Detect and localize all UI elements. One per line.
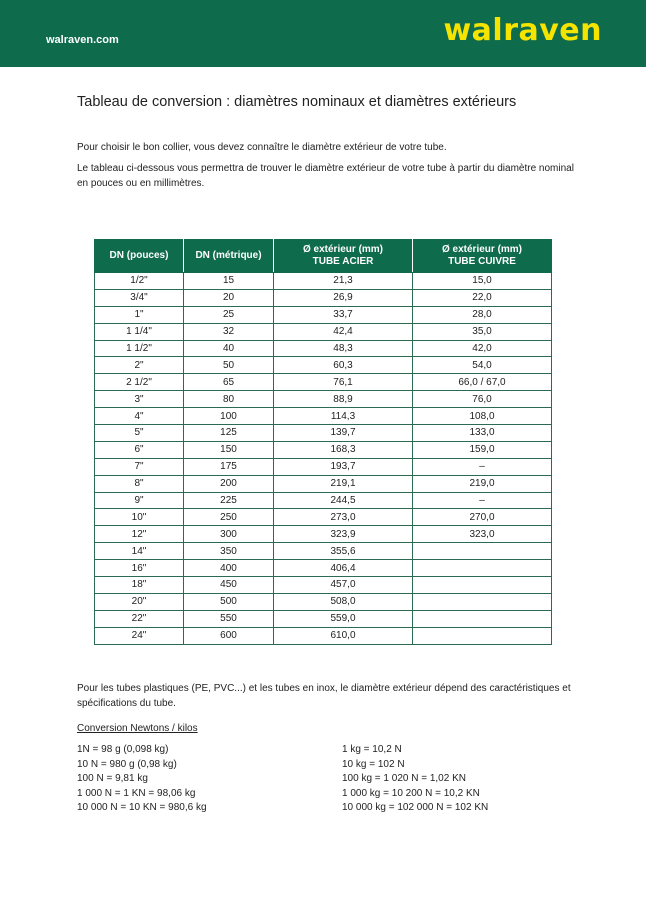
table-cell: 450 xyxy=(184,577,274,594)
table-row xyxy=(95,543,552,560)
table-cell: 18" xyxy=(95,577,184,594)
table-cell: 200 xyxy=(184,475,274,492)
table-row xyxy=(95,306,552,323)
table-cell: 1/2" xyxy=(95,273,184,290)
table-cell: 24" xyxy=(95,627,184,644)
table-row xyxy=(95,273,552,290)
table-cell: 6" xyxy=(95,441,184,458)
table-cell: 80 xyxy=(184,391,274,408)
plastic-tube-note: Pour les tubes plastiques (PE, PVC...) et les tubes en inox, le diamètre extérieur dépend des caractéristiques et spécifications du tube. xyxy=(77,683,571,709)
table-cell: 66,0 / 67,0 xyxy=(413,374,552,391)
table-cell: 42,4 xyxy=(274,323,413,340)
table-cell: 1" xyxy=(95,306,184,323)
table-cell: 508,0 xyxy=(274,593,413,610)
table-cell xyxy=(413,627,552,644)
table-cell: 42,0 xyxy=(413,340,552,357)
table-row xyxy=(95,509,552,526)
table-cell: 350 xyxy=(184,543,274,560)
table-row xyxy=(95,289,552,306)
table-cell: 14" xyxy=(95,543,184,560)
table-cell: 400 xyxy=(184,560,274,577)
table-row xyxy=(95,593,552,610)
table-cell: 33,7 xyxy=(274,306,413,323)
conversion-kilos-column xyxy=(342,743,488,816)
table-cell: 22" xyxy=(95,610,184,627)
conversion-title: Conversion Newtons / kilos xyxy=(77,723,198,734)
table-cell: 323,9 xyxy=(274,526,413,543)
table-body xyxy=(95,273,552,645)
table-cell: 48,3 xyxy=(274,340,413,357)
table-cell xyxy=(413,610,552,627)
conversion-line: 10 kg = 102 N xyxy=(342,758,405,770)
table-cell xyxy=(413,593,552,610)
table-row xyxy=(95,526,552,543)
table-cell: 168,3 xyxy=(274,441,413,458)
site-url[interactable]: walraven.com xyxy=(46,34,119,46)
table-cell: 1 1/4" xyxy=(95,323,184,340)
table-cell: – xyxy=(413,492,552,509)
table-cell: 219,1 xyxy=(274,475,413,492)
conversion-line: 10 000 N = 10 KN = 980,6 kg xyxy=(77,802,207,814)
header-label: DN (pouces) xyxy=(109,250,169,261)
table-cell: 20 xyxy=(184,289,274,306)
header-copper-od xyxy=(413,240,552,273)
brand-logo: walraven xyxy=(443,13,602,48)
header-bar xyxy=(0,0,646,67)
table-cell: 125 xyxy=(184,425,274,442)
table-row xyxy=(95,492,552,509)
conversion-line: 100 N = 9,81 kg xyxy=(77,773,148,785)
table-cell: 250 xyxy=(184,509,274,526)
table-cell: 3" xyxy=(95,391,184,408)
table-row xyxy=(95,475,552,492)
conversion-table xyxy=(94,239,552,645)
table-cell: 193,7 xyxy=(274,458,413,475)
conversion-line: 10 N = 980 g (0,98 kg) xyxy=(77,758,177,770)
table-cell: 2" xyxy=(95,357,184,374)
table-row xyxy=(95,458,552,475)
table-cell: 559,0 xyxy=(274,610,413,627)
table-cell: 7" xyxy=(95,458,184,475)
header-dn-inches xyxy=(95,240,184,273)
table-cell: 270,0 xyxy=(413,509,552,526)
table-cell: 300 xyxy=(184,526,274,543)
table-row xyxy=(95,357,552,374)
table-cell: 114,3 xyxy=(274,408,413,425)
conversion-line: 10 000 kg = 102 000 N = 102 KN xyxy=(342,802,489,814)
table-cell: 159,0 xyxy=(413,441,552,458)
table-cell: 60,3 xyxy=(274,357,413,374)
table-row xyxy=(95,340,552,357)
table-cell: 12" xyxy=(95,526,184,543)
table-cell: 54,0 xyxy=(413,357,552,374)
table-cell xyxy=(413,560,552,577)
table-cell: 15,0 xyxy=(413,273,552,290)
page-title: Tableau de conversion : diamètres nominaux et diamètres extérieurs xyxy=(77,94,517,110)
table-cell: 22,0 xyxy=(413,289,552,306)
table-cell: 40 xyxy=(184,340,274,357)
table-cell: 406,4 xyxy=(274,560,413,577)
table-cell: 150 xyxy=(184,441,274,458)
table-cell: 550 xyxy=(184,610,274,627)
conversion-line: 1 000 kg = 10 200 N = 10,2 KN xyxy=(342,787,480,799)
conversion-line: 1 000 N = 1 KN = 98,06 kg xyxy=(77,787,196,799)
table-cell: 1 1/2" xyxy=(95,340,184,357)
table-cell: 2 1/2" xyxy=(95,374,184,391)
table-cell: 8" xyxy=(95,475,184,492)
header-dn-metric xyxy=(184,240,274,273)
table-row xyxy=(95,577,552,594)
table-cell: 10" xyxy=(95,509,184,526)
table-cell: 244,5 xyxy=(274,492,413,509)
table-cell: 3/4" xyxy=(95,289,184,306)
header-label: Ø extérieur (mm) xyxy=(441,244,523,255)
table-cell: 35,0 xyxy=(413,323,552,340)
conversion-newtons-column xyxy=(77,743,207,816)
table-row xyxy=(95,441,552,458)
table-cell: 500 xyxy=(184,593,274,610)
table-cell: 100 xyxy=(184,408,274,425)
table-cell: 50 xyxy=(184,357,274,374)
table-cell: 21,3 xyxy=(274,273,413,290)
table-cell: 20" xyxy=(95,593,184,610)
table-cell: 26,9 xyxy=(274,289,413,306)
table-cell: 4" xyxy=(95,408,184,425)
table-row xyxy=(95,560,552,577)
table-cell xyxy=(413,577,552,594)
conversion-line: 100 kg = 1 020 N = 1,02 KN xyxy=(342,773,466,785)
table-cell: 88,9 xyxy=(274,391,413,408)
table-cell: 457,0 xyxy=(274,577,413,594)
table-row xyxy=(95,391,552,408)
table-cell: 5" xyxy=(95,425,184,442)
table-cell: 600 xyxy=(184,627,274,644)
table-cell: 133,0 xyxy=(413,425,552,442)
intro-paragraph-1: Pour choisir le bon collier, vous devez connaître le diamètre extérieur de votre tube. xyxy=(77,142,447,153)
table-cell: 76,0 xyxy=(413,391,552,408)
header-steel-od xyxy=(274,240,413,273)
table-row xyxy=(95,408,552,425)
table-header-row xyxy=(95,240,552,273)
table-cell: 225 xyxy=(184,492,274,509)
table-cell: 219,0 xyxy=(413,475,552,492)
header-label: Ø extérieur (mm) xyxy=(302,244,384,255)
header-sublabel: TUBE CUIVRE xyxy=(448,256,516,267)
table-cell: 273,0 xyxy=(274,509,413,526)
table-cell: 610,0 xyxy=(274,627,413,644)
table-cell: 32 xyxy=(184,323,274,340)
header-sublabel: TUBE ACIER xyxy=(312,256,374,267)
table-cell: 323,0 xyxy=(413,526,552,543)
table-cell: 28,0 xyxy=(413,306,552,323)
table-cell: 139,7 xyxy=(274,425,413,442)
table-cell: 65 xyxy=(184,374,274,391)
table-row xyxy=(95,425,552,442)
table-cell: – xyxy=(413,458,552,475)
table-cell: 108,0 xyxy=(413,408,552,425)
conversion-line: 1N = 98 g (0,098 kg) xyxy=(77,744,169,755)
conversion-line: 1 kg = 10,2 N xyxy=(342,744,402,755)
table-cell xyxy=(413,543,552,560)
table-row xyxy=(95,323,552,340)
table-row xyxy=(95,374,552,391)
table-cell: 76,1 xyxy=(274,374,413,391)
intro-paragraph-2: Le tableau ci-dessous vous permettra de trouver le diamètre extérieur de votre tube à partir du diamètre nominal en pouces ou en millimètres. xyxy=(77,163,574,189)
table-cell: 9" xyxy=(95,492,184,509)
table-cell: 25 xyxy=(184,306,274,323)
table-cell: 175 xyxy=(184,458,274,475)
header-label: DN (métrique) xyxy=(195,250,262,261)
table-row xyxy=(95,627,552,644)
table-row xyxy=(95,610,552,627)
table-cell: 16" xyxy=(95,560,184,577)
table-cell: 355,6 xyxy=(274,543,413,560)
table-cell: 15 xyxy=(184,273,274,290)
